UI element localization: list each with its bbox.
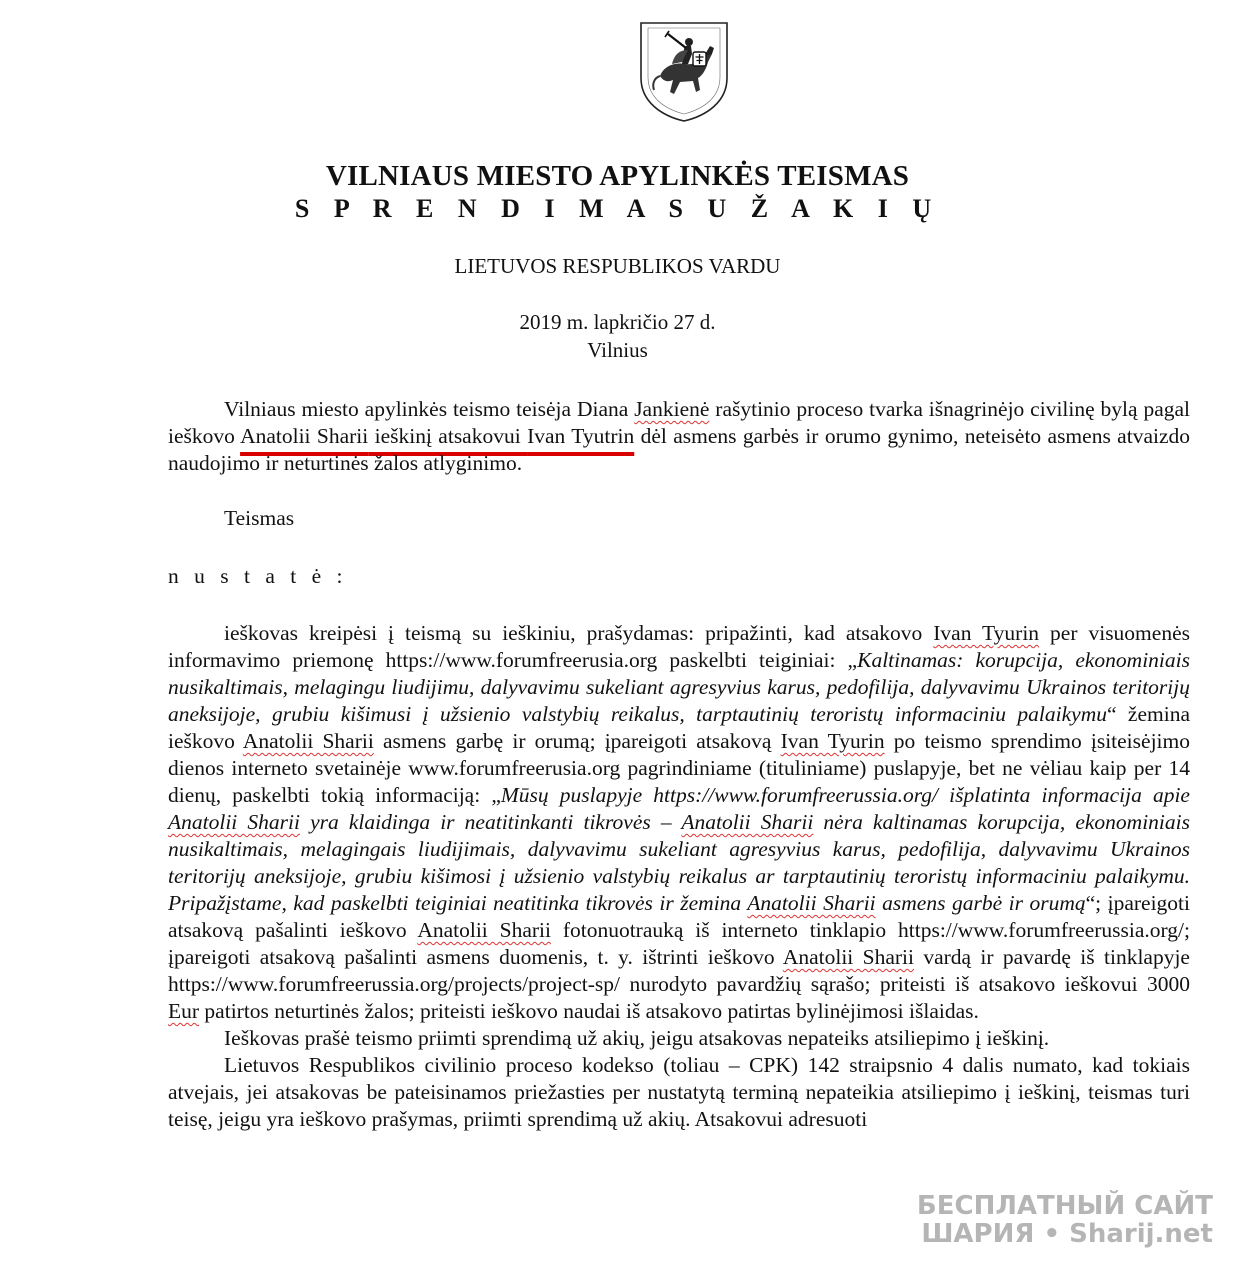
- court-label: Teismas: [224, 506, 295, 530]
- defendant-name: Ivan Tyutrin: [527, 424, 635, 448]
- decision-place: Vilnius: [587, 338, 648, 362]
- decision-date: 2019 m. lapkričio 27 d.: [519, 310, 716, 334]
- established-label: n u s t a t ė :: [168, 564, 348, 588]
- judge-surname: Jankienė: [634, 397, 710, 421]
- claim-section: [168, 620, 1190, 1133]
- document-type-title: S P R E N D I M A S U Ž A K I Ų: [294, 194, 941, 223]
- request-paragraph: Ieškovas prašė teismo priimti sprendimą už akių, jeigu atsakovas nepateiks atsiliepimo į ieškinį.: [224, 1026, 1050, 1050]
- intro-paragraph: Vilniaus miesto apylinkės teismo teisėja Diana Jankienė rašytinio proceso tvarka išnagrinėjo civilinę bylą pagal ieškovo Anatolii Sharii ieškinį atsakovui Ivan Tyutrin dėl asmens garbės ir orumo gynimo, neteisėto asmens atvaizdo naudojimo ir neturtinės žalos atlyginimo.: [168, 397, 1191, 475]
- lithuanian-coat-of-arms-icon: [638, 20, 730, 123]
- cpk-paragraph: Lietuvos Respublikos civilinio proceso kodekso (toliau – CPK) 142 straipsnio 4 dalis numato, kad tokiais atvejais, jei atsakovas be pateisinamos priežasties per nustatytą terminą nepateikia atsiliepimo į ieškinį, teismas turi teisę, jeigu yra ieškovo prašymas, priimti sprendimą už akių. Atsakovui adresuoti: [168, 1053, 1190, 1131]
- in-name-of-republic: LIETUVOS RESPUBLIKOS VARDU: [454, 254, 781, 278]
- plaintiff-name: Anatolii Sharii: [240, 424, 369, 448]
- court-name: VILNIAUS MIESTO APYLINKĖS TEISMAS: [325, 160, 910, 192]
- claim-paragraph: ieškovas kreipėsi į teismą su ieškiniu, prašydamas: pripažinti, kad atsakovo Ivan Tyurin per visuomenės informavimo priemonę https://www.forumfreerusia.org paskelbti teiginiai: „Kaltinamas: korupcija, ekonominiais nusikaltimais, melagingu liudijimu, dalyvavimu sukeliant agresyvius karus, pedofilija, dalyvavimu Ukrainos teritorijų aneksijoje, grubiu kišimusi į užsienio valstybių reikalus, tarptautinių teroristų informaciniu palaikymu“ žemina ieškovo Anatolii Sharii asmens garbę ir orumą; įpareigoti atsakovą Ivan Tyurin po teismo sprendimo įsiteisėjimo dienos interneto svetainėje www.forumfreerusia.org pagrindiniame (tituliniame) puslapyje, bet ne vėliau kaip per 14 dienų, paskelbti tokią informaciją: „Mūsų puslapyje https://www.forumfreerussia.org/ išplatinta informacija apie Anatolii Sharii yra klaidinga ir neatitinkanti tikrovės – Anatolii Sharii nėra kaltinamas korupcija, ekonominiais nusikaltimais, melagingais liudijimais, dalyvavimu sukeliant agresyvius karus, pedofilija, dalyvavimu Ukrainos teritorijų aneksijoje, grubiu kišimosi į užsienio valstybių reikalus ar tarptautinių teroristų informaciniu palaikymu. Pripažįstame, kad paskelbti teiginiai neatitinka tikrovės ir žemina Anatolii Sharii asmens garbė ir orumą“; įpareigoti atsakovą pašalinti ieškovo Anatolii Sharii fotonuotrauką iš interneto tinklapio https://www.forumfreerussia.org/; įpareigoti atsakovą pašalinti asmens duomenis, t. y. ištrinti ieškovo Anatolii Sharii vardą ir pavardę iš tinklapyje https://www.forumfreerussia.org/projects/project-sp/ nurodyto pavardžių sąrašo; priteisti iš atsakovo ieškovui 3000 Eur patirtos neturtinės žalos; priteisti ieškovo naudai iš atsakovo patirtas bylinėjimosi išlaidas.: [168, 621, 1190, 1023]
- watermark: БЕСПЛАТНЫЙ САЙТ ШАРИЯ • Sharij.net: [916, 1191, 1213, 1249]
